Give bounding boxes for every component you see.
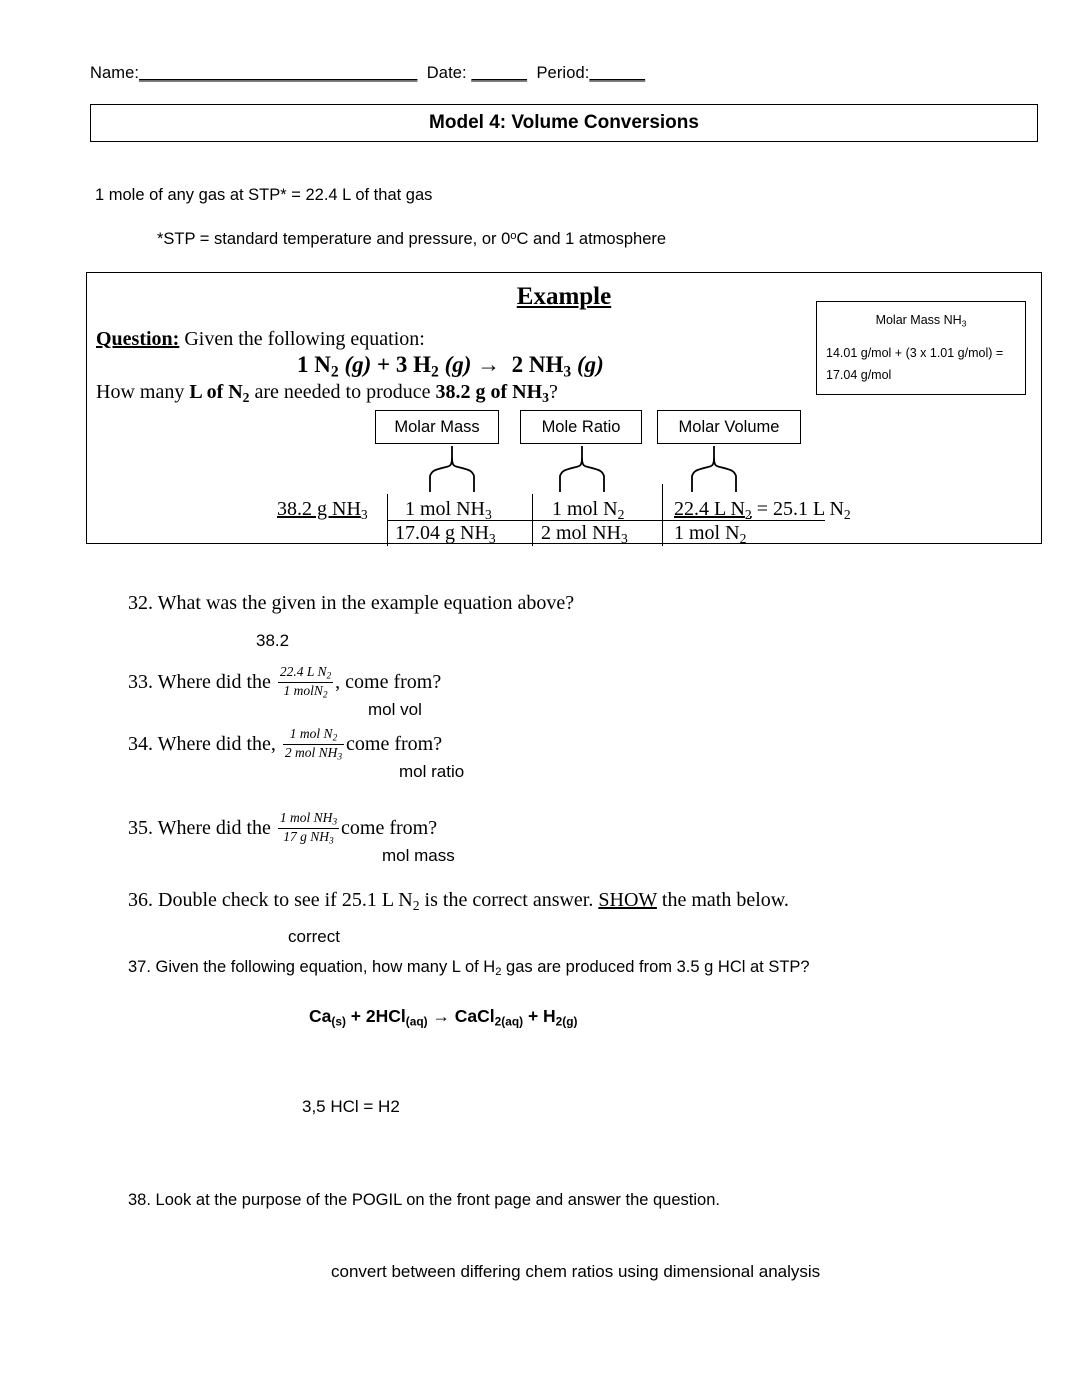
reaction-arrow-icon-q37: → (432, 1006, 450, 1026)
question-35 (128, 811, 437, 848)
dim-frac2-numerator: 1 mol $N_2$ (552, 498, 625, 522)
dim-divider-3 (662, 484, 663, 546)
reaction-arrow-icon: → (477, 352, 501, 377)
question-35-number: 35. (128, 816, 153, 839)
question-33 (128, 665, 441, 702)
dim-frac3-numerator: 22.4 L $N_2 = 25.1$ L $N_2$ (674, 498, 851, 522)
question-34-number: 34. (128, 732, 153, 755)
answer-32[interactable]: 38.2 (256, 631, 290, 650)
dim-frac2-denominator: 2 mol $NH_3$ (541, 522, 628, 546)
date-label: Date: (426, 64, 467, 82)
question-35-fraction (278, 810, 339, 847)
example-question-line (96, 328, 425, 351)
question-36-show-emphasis: SHOW (598, 889, 657, 911)
answer-35[interactable]: mol mass (382, 846, 455, 865)
molar-mass-calc-line1: 14.01 g/mol + (3 x 1.01 g/mol) = (826, 346, 1004, 360)
answer-38[interactable]: convert between differing chem ratios using dimensional analysis (331, 1262, 821, 1281)
question-38 (128, 1191, 720, 1210)
answer-36[interactable]: correct (288, 927, 340, 946)
answer-37[interactable]: 3,5 HCl = H2 (302, 1097, 400, 1116)
question-37-chemical-equation: $Ca_{(s)} + 2HCl_{(aq)}$ → CaCl$_{2(aq)}$ + $H_{2(g)}$ (309, 1006, 578, 1029)
stp-definition-pre: *STP = standard temperature and pressure, or 0 (157, 230, 511, 249)
answer-34[interactable]: mol ratio (399, 762, 465, 781)
question-37-text-post: gas are produced from 3.5 g HCl at STP? (501, 958, 810, 976)
period-blank-field[interactable]: ______ (589, 64, 646, 82)
question-text: Given the following equation: (179, 328, 425, 350)
period-label: Period: (536, 64, 590, 82)
molar-mass-note-title: Molar Mass $NH_3$ (875, 313, 967, 329)
question-38-text: Look at the purpose of the POGIL on the front page and answer the question. (155, 1191, 720, 1209)
dim-given-value: 38.2 g $NH_3$ (277, 498, 368, 522)
dim-frac3-denominator: 1 mol $N_2$ (674, 522, 747, 546)
page-title: Model 4: Volume Conversions (429, 112, 699, 133)
q35-frac-denominator: 17 g $NH_3$ (278, 828, 339, 847)
molar-volume-statement: 1 mole of any gas at STP* = 22.4 L of that gas (95, 186, 433, 204)
question-36-text-pre: Double check to see if 25.1 L N (158, 889, 413, 911)
dim-horizontal-bar (387, 520, 825, 521)
question-37: 37. Given the following equation, how many L of $H_2$ gas are produced from 3.5 g HCl at STP? (128, 958, 810, 979)
question-35-text-pre: Where did the (157, 816, 276, 839)
name-label: Name: (90, 64, 140, 82)
question-36: 36. Double check to see if 25.1 L $N_2$ is the correct answer. SHOW the math below. (128, 889, 789, 913)
question-36-number: 36. (128, 889, 153, 911)
step-label-molar-volume: Molar Volume (657, 410, 801, 444)
question-34-fraction (283, 726, 344, 763)
name-blank-field[interactable]: ______________________________ (139, 64, 418, 82)
question-34 (128, 727, 442, 764)
question-36-text-mid: is the correct answer. (419, 889, 599, 911)
example-heading: Example (516, 283, 612, 310)
question-35-text-post: come from? (341, 816, 438, 839)
question-37-number: 37. (128, 958, 151, 976)
brace-molar-volume-icon (666, 446, 762, 496)
dim-result: = 25.1 L $N_2$ (751, 498, 851, 522)
q34-frac-denominator: 2 mol $NH_3$ (284, 744, 343, 762)
example-chemical-equation: 1 $N_2$ (g) + 3 $H_2$ (g) → 2 $NH_3$ (g) (297, 352, 604, 381)
question-33-number: 33. (128, 670, 153, 693)
question-33-fraction (278, 664, 333, 701)
q33-frac-denominator: 1 molN$_2$ (278, 682, 333, 701)
question-32-text: What was the given in the example equation above? (157, 592, 575, 614)
question-34-text-pre: Where did the, (157, 732, 281, 755)
q35-frac-numerator: 1 mol $NH_3$ (279, 810, 338, 827)
step-label-molar-mass: Molar Mass (375, 410, 499, 444)
question-33-text-pre: Where did the (157, 670, 276, 693)
question-37-text-pre: Given the following equation, how many L of H (155, 958, 496, 976)
stp-definition-post: C and 1 atmosphere (516, 230, 667, 249)
question-34-text-post: come from? (346, 732, 443, 755)
date-blank-field[interactable]: ______ (471, 64, 528, 82)
model-title-box (90, 104, 1038, 142)
dimensional-analysis-setup (277, 496, 855, 544)
dim-frac1-denominator: 17.04 g $NH_3$ (395, 522, 496, 546)
dim-frac1-numerator: 1 mol $NH_3$ (405, 498, 492, 522)
example-prompt-line: How many L of $N_2$ are needed to produce 38.2 g of $NH_3$? (96, 381, 558, 405)
step-label-mole-ratio: Mole Ratio (520, 410, 642, 444)
student-info-header (90, 64, 645, 83)
question-32 (128, 592, 574, 615)
q34-frac-numerator: 1 mol $N_2$ (289, 726, 338, 743)
q33-frac-numerator: 22.4 L $N_2$ (279, 664, 332, 681)
question-38-number: 38. (128, 1191, 151, 1209)
question-36-text-post: the math below. (656, 889, 789, 911)
brace-mole-ratio-icon (536, 446, 628, 496)
brace-molar-mass-icon (402, 446, 502, 496)
question-word: Question: (96, 328, 180, 350)
stp-definition (157, 230, 666, 249)
question-33-text-post: , come from? (335, 670, 442, 693)
degree-symbol: o (510, 230, 517, 242)
answer-33[interactable]: mol vol (368, 700, 422, 719)
molar-mass-calc-line2: 17.04 g/mol (826, 368, 892, 382)
question-32-number: 32. (128, 592, 153, 614)
molar-mass-note-box (816, 301, 1026, 395)
